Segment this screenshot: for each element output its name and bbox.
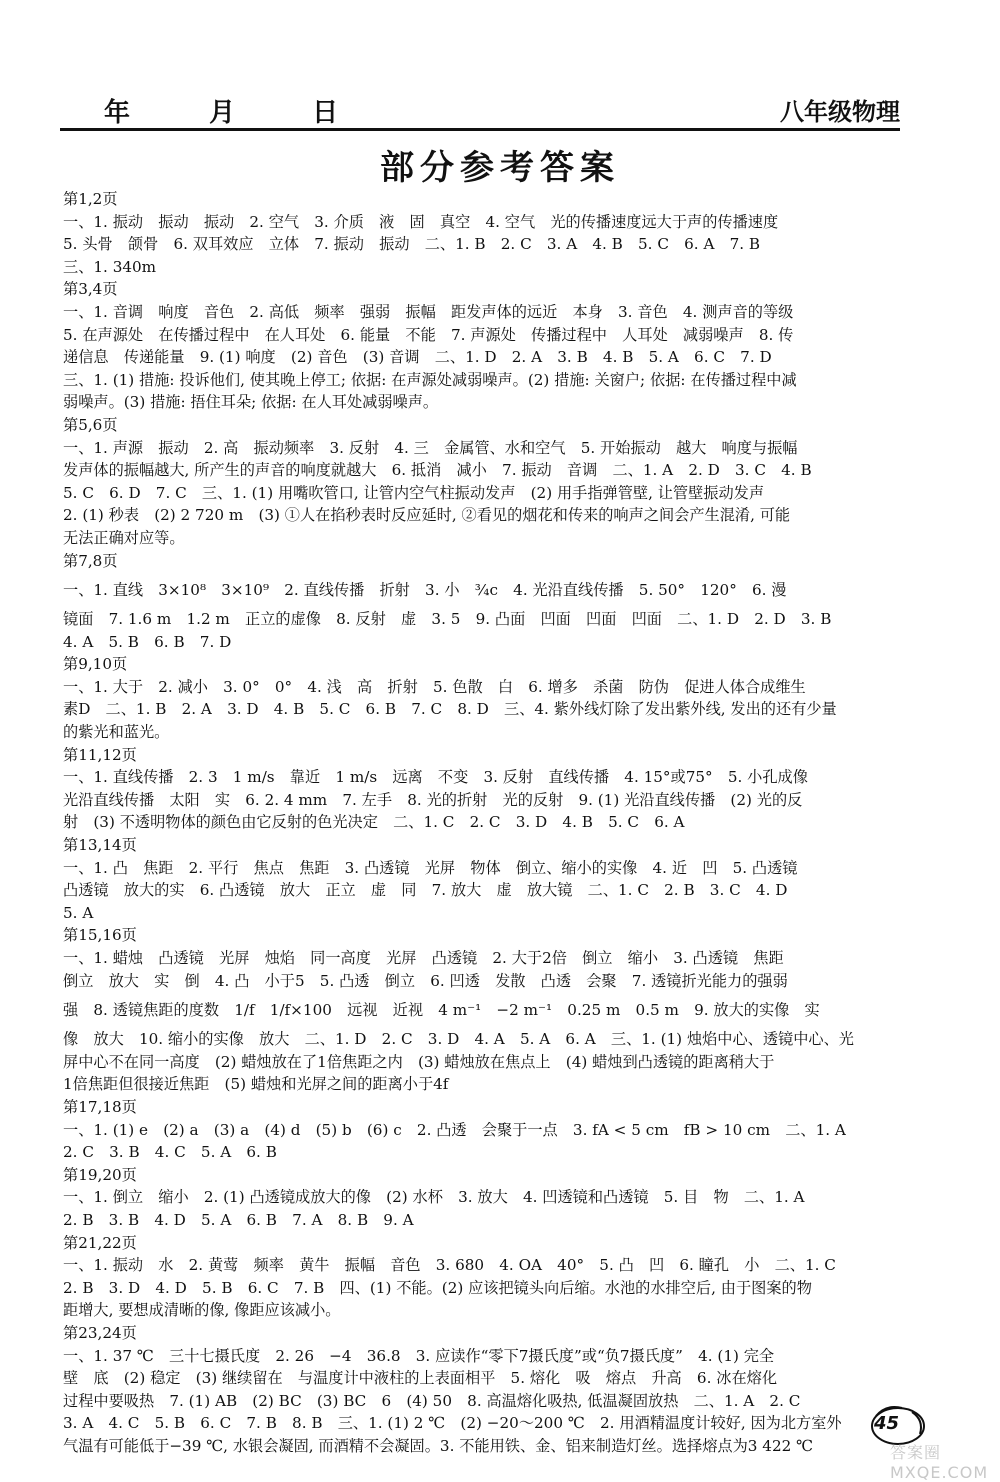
answer-line: 一、1. 凸 焦距 2. 平行 焦点 焦距 3. 凸透镜 光屏 物体 倒立、缩小的实像 4. 近 凹 5. 凸透镜 <box>63 858 798 877</box>
answer-line: 5. C 6. D 7. C 三、1. (1) 用嘴吹管口, 让管内空气柱振动发声 (2) 用手指弹管壁, 让管壁振动发声 <box>63 483 765 502</box>
answer-line: 一、1. 倒立 缩小 2. (1) 凸透镜成放大的像 (2) 水杯 3. 放大 4. 凹透镜和凸透镜 5. 目 物 二、1. A <box>63 1188 805 1207</box>
answer-line: 一、1. 声源 振动 2. 高 振动频率 3. 反射 4. 三 金属管、水和空气 5. 开始振动 越大 响度与振幅 <box>63 438 798 457</box>
answer-line: 5. 头骨 颌骨 6. 双耳效应 立体 7. 振动 振动 二、1. B 2. C 3. A 4. B 5. C 6. A 7. B <box>63 235 761 254</box>
section-title: 第5,6页 <box>63 415 118 434</box>
answer-line: 镜面 7. 1.6 m 1.2 m 正立的虚像 8. 反射 虚 3. 5 9. 凸面 凹面 凹面 凹面 二、1. D 2. D 3. B <box>63 610 832 629</box>
answer-line: 一、1. 蜡烛 凸透镜 光屏 烛焰 同一高度 光屏 凸透镜 2. 大于2倍 倒立 缩小 3. 凸透镜 焦距 <box>63 949 784 967</box>
answer-line: 射 (3) 不透明物体的颜色由它反射的色光决定 二、1. C 2. C 3. D 4. B 5. C 6. A <box>63 813 685 832</box>
section-title: 第7,8页 <box>63 551 118 570</box>
page-header <box>60 92 900 134</box>
section-title: 第11,12页 <box>63 745 137 764</box>
answer-line: 一、1. 振动 振动 振动 2. 空气 3. 介质 液 固 真空 4. 空气 光的传播速度远大于声的传播速度 <box>63 212 779 231</box>
answer-line: 一、1. 直线 3×10⁸ 3×10⁹ 2. 直线传播 折射 3. 小 ¾c 4. 光沿直线传播 5. 50° 120° 6. 漫 <box>63 581 787 600</box>
answer-line: 一、1. 振动 水 2. 黄莺 频率 黄牛 振幅 音色 3. 680 4. OA 40° 5. 凸 凹 6. 瞳孔 小 二、1. C <box>63 1256 836 1275</box>
answer-line: 2. (1) 秒表 (2) 2 720 m (3) ①人在掐秒表时反应延时, ②看见的烟花和传来的响声之间会产生混淆, 可能 <box>63 506 791 525</box>
answer-line: 一、1. 音调 响度 音色 2. 高低 频率 强弱 振幅 距发声体的远近 本身 3. 音色 4. 测声音的等级 <box>63 302 794 321</box>
answer-line: 一、1. (1) e (2) a (3) a (4) d (5) b (6) c 2. 凸透 会聚于一点 3. fA < 5 cm fB > 10 cm 二、1. A <box>63 1120 846 1139</box>
answer-line: 强 8. 透镜焦距的度数 1/f 1/f×100 远视 近视 4 m⁻¹ −2 m⁻¹ 0.25 m 0.5 m 9. 放大的实像 实 <box>63 1001 820 1020</box>
answer-line: 一、1. 大于 2. 减小 3. 0° 0° 4. 浅 高 折射 5. 色散 白 6. 增多 杀菌 防伪 促进人体合成维生 <box>63 677 806 696</box>
answer-line: 2. B 3. D 4. D 5. B 6. C 7. B 四、(1) 不能。(2) 应该把镜头向后缩。水池的水排空后, 由于图案的物 <box>63 1278 812 1297</box>
section-title: 第21,22页 <box>63 1233 137 1252</box>
answer-line: 4. A 5. B 6. B 7. D <box>63 632 232 651</box>
section-title: 第3,4页 <box>63 280 118 299</box>
answer-line: 三、1. 340m <box>63 257 157 276</box>
answer-line: 5. 在声源处 在传播过程中 在人耳处 6. 能量 不能 7. 声源处 传播过程中 人耳处 减弱噪声 8. 传 <box>63 325 794 344</box>
watermark: 答案圈 MXQE.COM <box>890 1443 989 1482</box>
answer-line: 三、1. (1) 措施: 投诉他们, 使其晚上停工; 依据: 在声源处减弱噪声。(2) 措施: 关窗户; 依据: 在传播过程中减 <box>63 370 797 389</box>
answer-line: 一、1. 直线传播 2. 3 1 m/s 靠近 1 m/s 远离 不变 3. 反射 直线传播 4. 15°或75° 5. 小孔成像 <box>63 768 808 787</box>
section-title: 第13,14页 <box>63 836 137 855</box>
answer-line: 的紫光和蓝光。 <box>63 723 170 742</box>
answer-line: 距增大, 要想成清晰的像, 像距应该减小。 <box>63 1301 341 1320</box>
date-fields <box>60 92 340 129</box>
answer-line: 像 放大 10. 缩小的实像 放大 二、1. D 2. C 3. D 4. A 5. A 6. A 三、1. (1) 烛焰中心、透镜中心、光 <box>63 1030 854 1049</box>
answer-line: 1倍焦距但很接近焦距 (5) 蜡烛和光屏之间的距离小于4f <box>63 1075 449 1094</box>
subject-label: 八年级物理 <box>780 98 900 126</box>
answer-line: 光沿直线传播 太阳 实 6. 2. 4 mm 7. 左手 8. 光的折射 光的反射 9. (1) 光沿直线传播 (2) 光的反 <box>63 790 803 809</box>
answer-line: 倒立 放大 实 倒 4. 凸 小于5 5. 凸透 倒立 6. 凹透 发散 凸透 会聚 7. 透镜折光能力的强弱 <box>63 971 788 990</box>
section-title: 第1,2页 <box>63 190 118 208</box>
answer-line: 无法正确对应等。 <box>63 528 185 547</box>
answer-line: 气温有可能低于−39 ℃, 水银会凝固, 而酒精不会凝固。3. 不能用铁、金、铝来制造灯丝。选择熔点为3 422 ℃ <box>63 1436 814 1455</box>
answer-line: 2. C 3. B 4. C 5. A 6. B <box>63 1143 277 1162</box>
answer-line: 壁 底 (2) 稳定 (3) 继续留在 与温度计中液柱的上表面相平 5. 熔化 吸 熔点 升高 6. 冰在熔化 <box>63 1369 778 1388</box>
answer-line: 3. A 4. C 5. B 6. C 7. B 8. B 三、1. (1) 2 ℃ (2) −20～200 ℃ 2. 用酒精温度计较好, 因为北方室外 <box>63 1414 842 1433</box>
answer-line: 凸透镜 放大的实 6. 凸透镜 放大 正立 虚 同 7. 放大 虚 放大镜 二、1. C 2. B 3. C 4. D <box>63 881 788 900</box>
answer-line: 5. A <box>63 903 94 922</box>
section-title: 第17,18页 <box>63 1097 137 1116</box>
year-label: 年 <box>104 98 133 128</box>
page-title: 部分参考答案 <box>380 148 620 188</box>
header-rule <box>60 128 900 131</box>
page-number: 45 <box>874 1413 900 1434</box>
section-title: 第9,10页 <box>63 655 128 674</box>
section-title: 第19,20页 <box>63 1165 137 1184</box>
day-label: 日 <box>312 98 341 128</box>
section-title: 第15,16页 <box>63 926 137 945</box>
answer-line: 2. B 3. B 4. D 5. A 6. B 7. A 8. B 9. A <box>63 1210 414 1229</box>
answer-line: 素D 二、1. B 2. A 3. D 4. B 5. C 6. B 7. C 8. D 三、4. 紫外线灯除了发出紫外线, 发出的还有少量 <box>63 700 837 719</box>
answer-line: 递信息 传递能量 9. (1) 响度 (2) 音色 (3) 音调 二、1. D 2. A 3. B 4. B 5. A 6. C 7. D <box>63 348 772 367</box>
answer-line: 弱噪声。(3) 措施: 捂住耳朵; 依据: 在人耳处减弱噪声。 <box>63 393 439 412</box>
answer-line: 发声体的振幅越大, 所产生的声音的响度就越大 6. 抵消 减小 7. 振动 音调 二、1. A 2. D 3. C 4. B <box>63 461 812 480</box>
answer-line: 过程中要吸热 7. (1) AB (2) BC (3) BC 6 (4) 50 8. 高温熔化吸热, 低温凝固放热 二、1. A 2. C <box>63 1391 801 1410</box>
month-label: 月 <box>209 98 238 128</box>
answer-line: 一、1. 37 ℃ 三十七摄氏度 2. 26 −4 36.8 3. 应读作“零下7摄氏度”或“负7摄氏度” 4. (1) 完全 <box>63 1346 775 1365</box>
answer-line: 屏中心不在同一高度 (2) 蜡烛放在了1倍焦距之内 (3) 蜡烛放在焦点上 (4) 蜡烛到凸透镜的距离稍大于 <box>63 1052 775 1071</box>
answer-content <box>63 188 899 1457</box>
section-title: 第23,24页 <box>63 1323 137 1342</box>
